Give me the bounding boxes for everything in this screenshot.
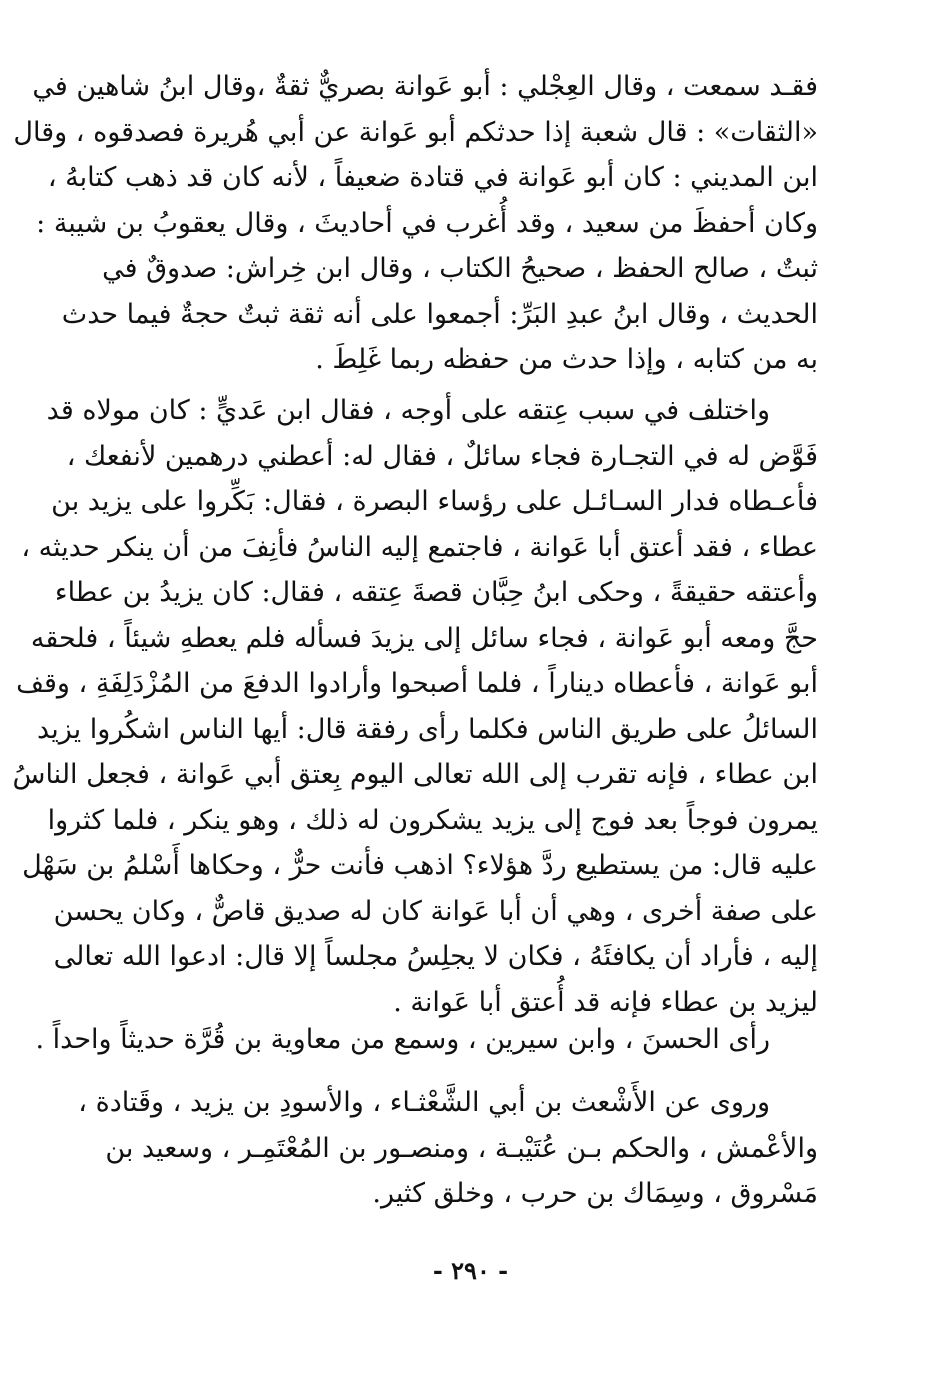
text-line: واختلف في سبب عِتقه على أوجه ، فقال ابن عَديٍّ : كان مولاه قد	[46, 395, 770, 426]
text-line: وكان أحفظَ من سعيد ، وقد أُغرب في أحاديثَ ، وقال يعقوبُ بن شيبة :	[36, 207, 818, 239]
text-line: ثبتٌ ، صالح الحفظ ، صحيحُ الكتاب ، وقال ابن خِراش: صدوقٌ في	[102, 253, 818, 284]
text-line: على صفة أخرى ، وهي أن أبا عَوانة كان له صديق قاصٌّ ، وكان يحسن	[53, 895, 818, 927]
text-line: وروى عن الأَشْعث بن أبي الشَّعْثـاء ، والأسودِ بن يزيد ، وقَتادة ،	[78, 1087, 770, 1118]
text-line: أبو عَوانة ، فأعطاه ديناراً ، فلما أصبحوا وأرادوا الدفعَ من المُزْدَلِفَةِ ، وقف	[16, 668, 818, 699]
text-line: به من كتابه ، وإذا حدث من حفظه ربما غَلِطَ .	[315, 344, 818, 375]
text-line: رأى الحسنَ ، وابن سيرين ، وسمع من معاوية بن قُرَّة حديثاً واحداً .	[35, 1024, 770, 1055]
text-line: فَوَّض له في التجـارة فجاء سائلٌ ، فقال له: أعطني درهمين لأنفعك ،	[66, 440, 818, 472]
paragraph-teachers-seen	[35, 1017, 818, 1063]
text-line: فأعـطاه فدار السـائـل على رؤساء البصرة ، فقال: بَكِّروا على يزيد بن	[51, 486, 818, 517]
paragraph-manumission-story	[12, 388, 818, 1025]
text-line: إليه ، فأراد أن يكافئَهُ ، فكان لا يجلِسُ مجلساً إلا قال: ادعوا الله تعالى	[53, 941, 818, 972]
text-line: ابن عطاء ، فإنه تقرب إلى الله تعالى اليوم بِعتق أبي عَوانة ، فجعل الناسُ	[12, 759, 818, 790]
text-line: ابن المديني : كان أبو عَوانة في قتادة ضعيفاً ، لأنه كان قد ذهب كتابهُ ،	[47, 162, 818, 193]
text-line: وأعتقه حقيقةً ، وحكى ابنُ حِبَّان قصةَ عِتقه ، فقال: كان يزيدُ بن عطاء	[54, 577, 818, 608]
text-line: الحديث ، وقال ابنُ عبدِ البَرِّ: أجمعوا على أنه ثقة ثبتٌ حجةٌ فيما حدث	[61, 298, 818, 330]
text-line: والأعْمش ، والحكم بـن عُتَيْبـة ، ومنصـور بن المُعْتَمِـر ، وسعيد بن	[105, 1132, 818, 1164]
paragraph-narrated-from	[78, 1080, 818, 1217]
text-line: عطاء ، فقد أعتق أبا عَوانة ، فاجتمع إليه الناسُ فأنِفَ من أن ينكر حديثه ،	[21, 531, 818, 563]
text-line: السائلُ على طريق الناس فكلما رأى رفقة قال: أيها الناس اشكُروا يزيد	[37, 713, 818, 745]
page-number: - ٢٩٠ -	[432, 1256, 509, 1285]
text-line: «الثقات» : قال شعبة إذا حدثكم أبو عَوانة عن أبي هُريرة فصدقوه ، وقال	[13, 116, 818, 148]
text-line: مَسْروق ، وسِمَاك بن حرب ، وخلق كثير.	[372, 1178, 818, 1209]
text-line: حجَّ ومعه أبو عَوانة ، فجاء سائل إلى يزيدَ فسأله فلم يعطهِ شيئاً ، فلحقه	[30, 622, 818, 654]
text-line: ليزيد بن عطاء فإنه قد أُعتق أبا عَوانة .	[393, 986, 818, 1018]
text-line: عليه قال: من يستطيع ردَّ هؤلاء؟ اذهب فأنت حرٌّ ، وحكاها أَسْلمُ بن سَهْل	[22, 850, 818, 881]
paragraph-narrator-assessments	[13, 64, 818, 383]
text-line: يمرون فوجاً بعد فوج إلى يزيد يشكرون له ذلك ، وهو ينكر ، فلما كثروا	[47, 804, 818, 836]
text-line: فقـد سمعت ، وقال العِجْلي : أبو عَوانة بصريٌّ ثقةٌ ،وقال ابنُ شاهين في	[32, 71, 818, 102]
